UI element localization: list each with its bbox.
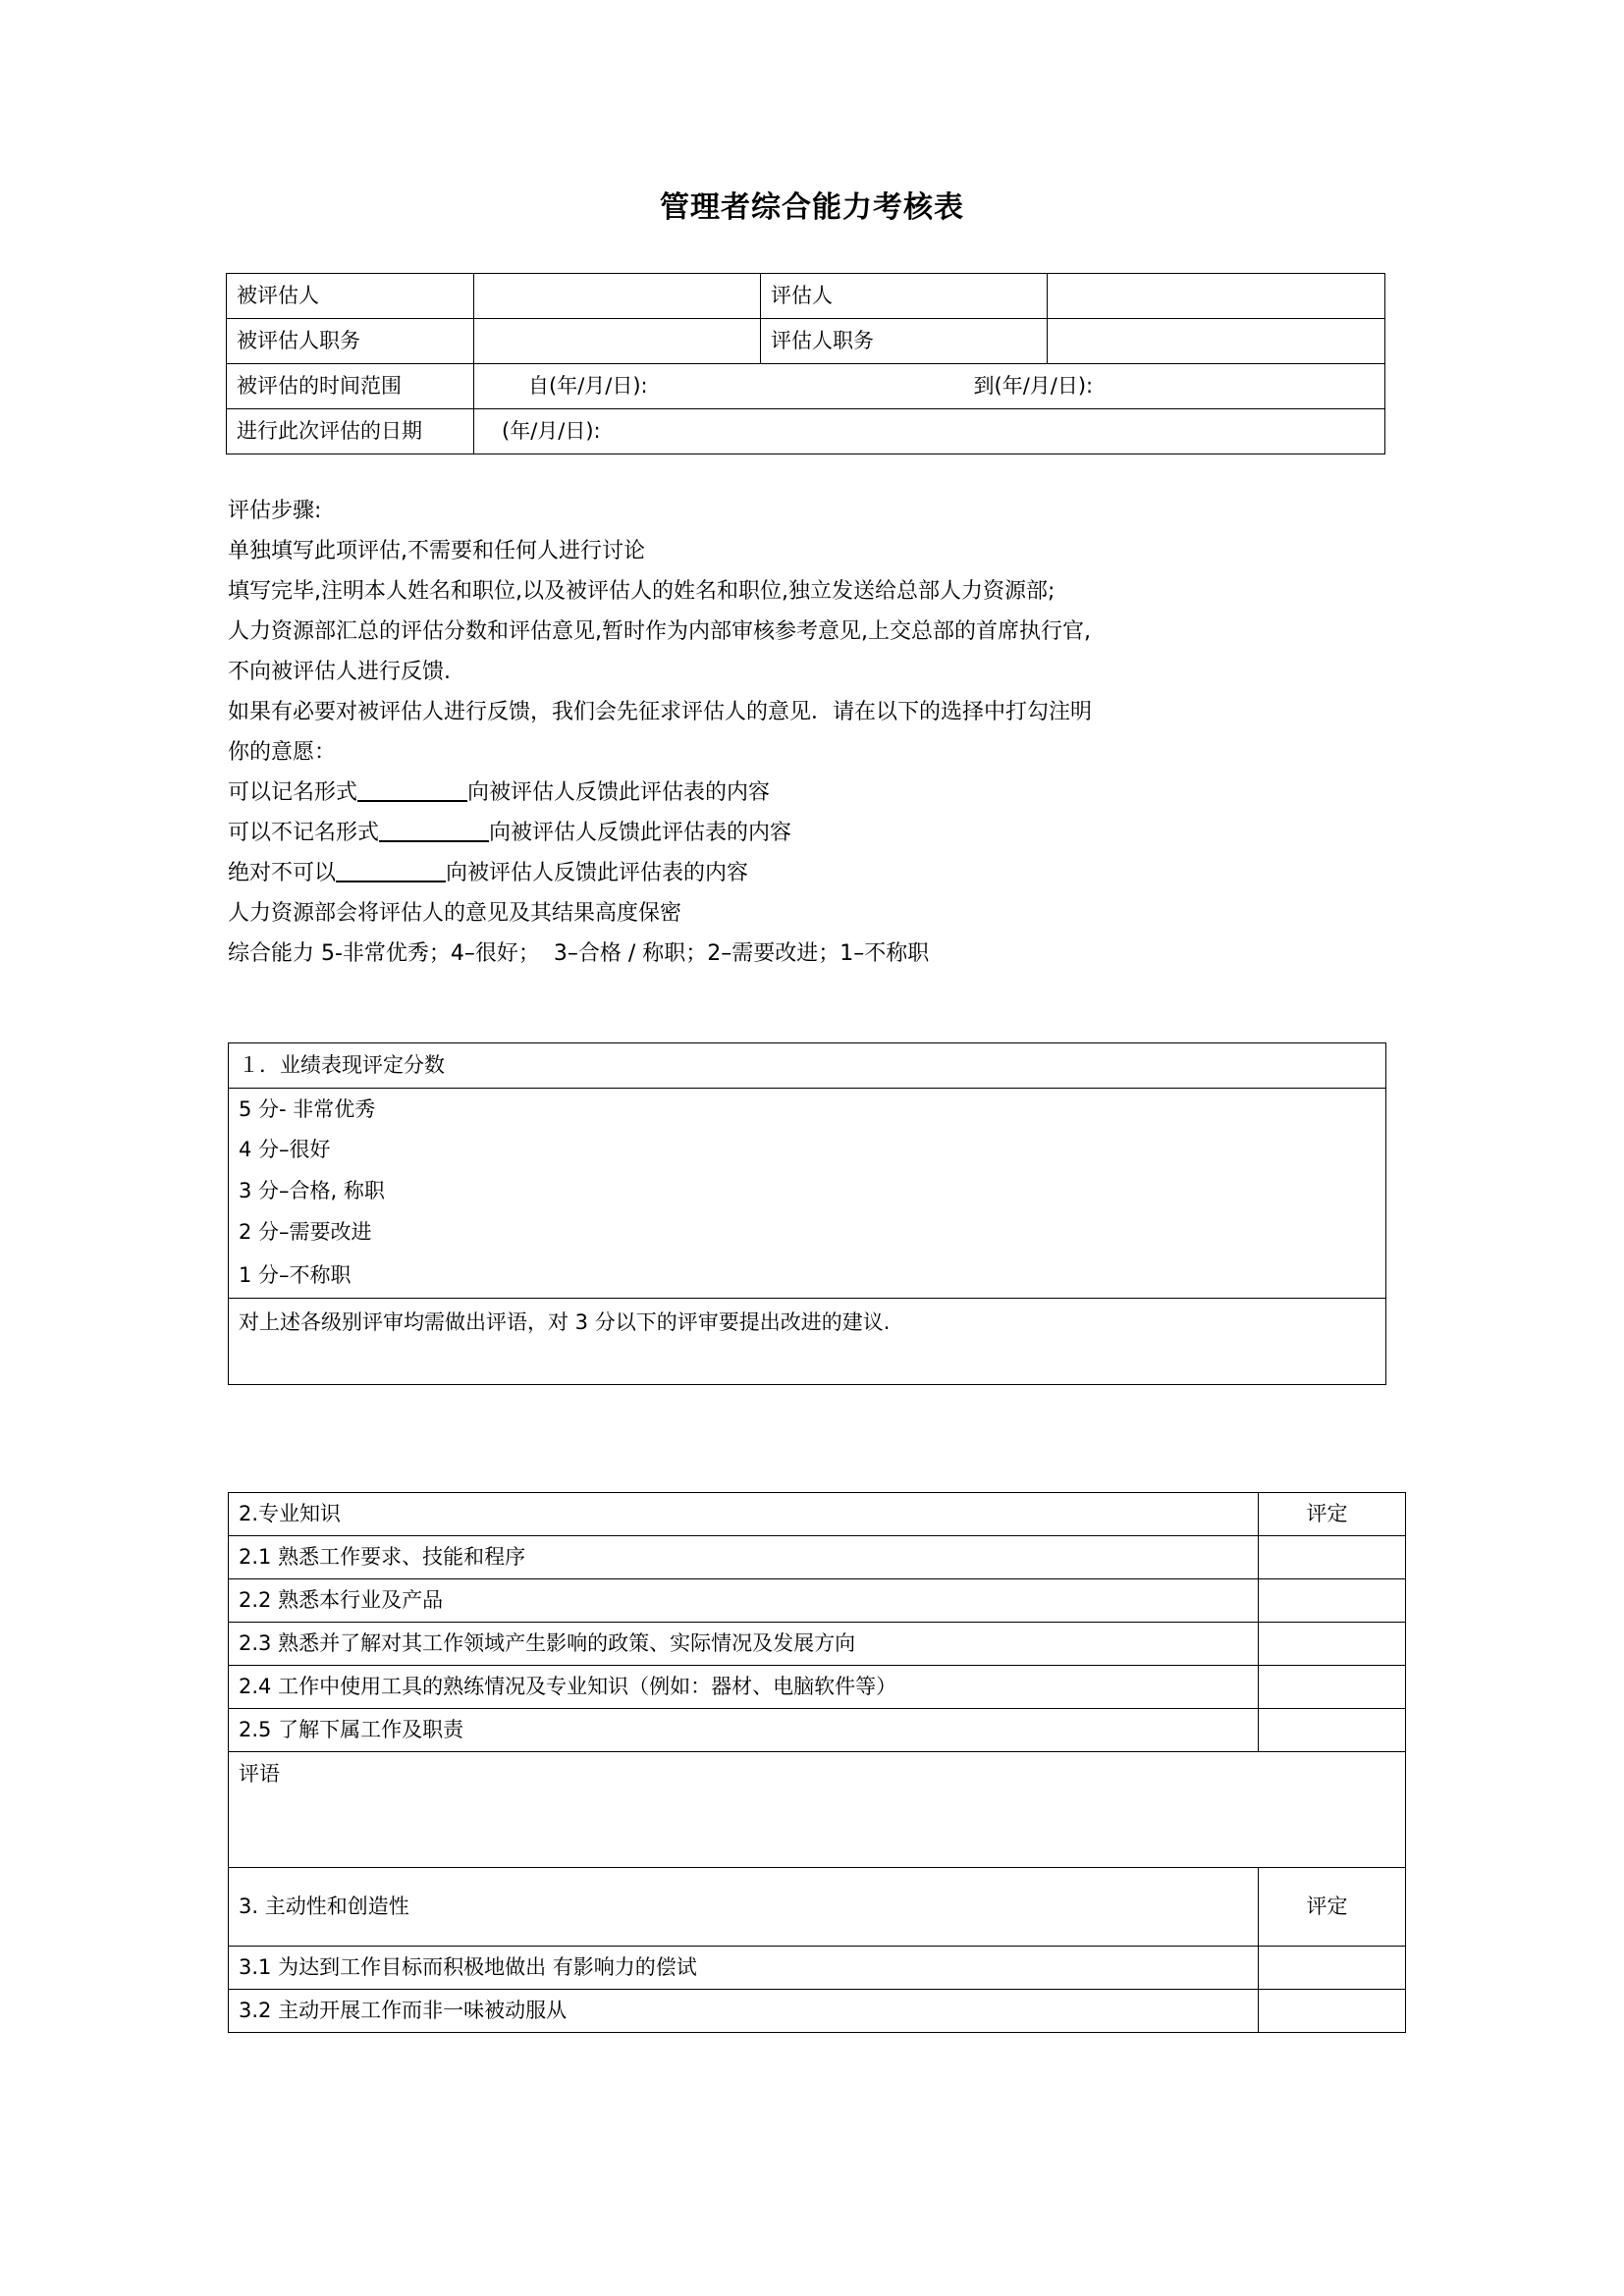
section3-rating-header: 评定 [1259, 1868, 1406, 1947]
feedback-choice-never[interactable] [228, 853, 1435, 893]
table-row [227, 319, 1385, 364]
section2-rating-2-3[interactable] [1259, 1623, 1406, 1666]
table-row [229, 1043, 1386, 1089]
section2-rating-header: 评定 [1259, 1493, 1406, 1536]
feedback-choice-anonymous-blank[interactable] [379, 840, 489, 842]
label-subject-name: 被评估人 [227, 274, 474, 319]
field-evaluator-name[interactable] [1048, 274, 1385, 319]
section2-rating-2-5[interactable] [1259, 1709, 1406, 1752]
evaluation-info-table [226, 273, 1385, 454]
section3-item-3-2: 3.2 主动开展工作而非一味被动服从 [229, 1990, 1259, 2033]
table-row [229, 1299, 1386, 1385]
feedback-choice-anonymous-prefix: 可以不记名形式 [228, 821, 380, 845]
feedback-choice-anonymous[interactable] [228, 813, 1435, 853]
steps-heading: 评估步骤: [228, 499, 322, 523]
table-row [229, 1795, 1406, 1868]
field-evaluation-period[interactable] [474, 364, 1385, 409]
steps-line-6: 你的意愿： [228, 740, 337, 765]
table-row [227, 409, 1385, 454]
table-row [229, 1130, 1386, 1171]
section1-level-3: 3 分–合格, 称职 [229, 1171, 1386, 1212]
section1-header: １．业绩表现评定分数 [229, 1043, 1386, 1089]
feedback-choice-named-suffix: 向被评估人反馈此评估表的内容 [467, 780, 771, 805]
steps-line-1: 单独填写此项评估,不需要和任何人进行讨论 [228, 539, 645, 563]
confidentiality-note: 人力资源部会将评估人的意见及其结果高度保密 [228, 901, 682, 926]
table-row [229, 1579, 1406, 1623]
feedback-choice-never-blank[interactable] [336, 881, 446, 882]
feedback-choice-never-suffix: 向被评估人反馈此评估表的内容 [446, 861, 749, 885]
section2-comment-field[interactable] [229, 1795, 1406, 1868]
field-evaluation-date[interactable] [474, 409, 1385, 454]
table-row [227, 274, 1385, 319]
section1-level-2: 2 分–需要改进 [229, 1212, 1386, 1254]
label-subject-position: 被评估人职务 [227, 319, 474, 364]
rating-scale-legend: 综合能力 5-非常优秀；4–很好； 3–合格 / 称职；2–需要改进；1–不称职 [228, 941, 930, 966]
label-evaluator-name: 评估人 [761, 274, 1048, 319]
field-evaluator-position[interactable] [1048, 319, 1385, 364]
evaluation-date-label: (年/月/日): [502, 419, 601, 444]
table-row [229, 1709, 1406, 1752]
section1-level-4: 4 分–很好 [229, 1130, 1386, 1171]
section1-level-5: 5 分- 非常优秀 [229, 1089, 1386, 1130]
section2-item-2-3: 2.3 熟悉并了解对其工作领域产生影响的政策、实际情况及发展方向 [229, 1623, 1259, 1666]
section2-rating-2-1[interactable] [1259, 1536, 1406, 1579]
steps-line-5: 如果有必要对被评估人进行反馈，我们会先征求评估人的意见．请在以下的选择中打勾注明 [228, 700, 1093, 724]
section3-rating-3-2[interactable] [1259, 1990, 1406, 2033]
page-title: 管理者综合能力考核表 [660, 190, 964, 225]
section3-item-3-1: 3.1 为达到工作目标而积极地做出 有影响力的偿试 [229, 1947, 1259, 1990]
table-row [229, 1947, 1406, 1990]
feedback-choice-named[interactable] [228, 773, 1435, 813]
section2-item-2-5: 2.5 了解下属工作及职责 [229, 1709, 1259, 1752]
field-subject-name[interactable] [474, 274, 761, 319]
table-row [229, 1493, 1406, 1536]
label-evaluation-period: 被评估的时间范围 [227, 364, 474, 409]
table-row [227, 364, 1385, 409]
table-row [229, 1089, 1386, 1130]
section2-rating-2-4[interactable] [1259, 1666, 1406, 1709]
section1-note: 对上述各级别评审均需做出评语，对 3 分以下的评审要提出改进的建议. [229, 1299, 1386, 1385]
period-to-label: 到(年/月/日): [973, 374, 1094, 399]
section2-item-2-1: 2.1 熟悉工作要求、技能和程序 [229, 1536, 1259, 1579]
table-row [229, 1868, 1406, 1947]
feedback-choice-never-prefix: 绝对不可以 [228, 861, 337, 885]
table-row [229, 1171, 1386, 1212]
table-row [229, 1990, 1406, 2033]
table-row [229, 1623, 1406, 1666]
table-row [229, 1212, 1386, 1254]
section2-rating-2-2[interactable] [1259, 1579, 1406, 1623]
section2-item-2-4: 2.4 工作中使用工具的熟练情况及专业知识（例如：器材、电脑软件等） [229, 1666, 1259, 1709]
section2-header: 2.专业知识 [229, 1493, 1259, 1536]
feedback-choice-anonymous-suffix: 向被评估人反馈此评估表的内容 [489, 821, 792, 845]
section2-comment-label: 评语 [229, 1752, 1406, 1795]
section1-level-1: 1 分–不称职 [229, 1254, 1386, 1299]
section1-performance-table [228, 1042, 1386, 1385]
steps-line-3: 人力资源部汇总的评估分数和评估意见,暂时作为内部审核参考意见,上交总部的首席执行官, [228, 619, 1091, 644]
evaluation-steps-block [228, 491, 1435, 974]
steps-line-2: 填写完毕,注明本人姓名和职位,以及被评估人的姓名和职位,独立发送给总部人力资源部; [228, 579, 1056, 604]
section2-item-2-2: 2.2 熟悉本行业及产品 [229, 1579, 1259, 1623]
label-evaluator-position: 评估人职务 [761, 319, 1048, 364]
section2-knowledge-table [228, 1492, 1406, 2033]
steps-line-4: 不向被评估人进行反馈. [228, 660, 451, 684]
feedback-choice-named-prefix: 可以记名形式 [228, 780, 358, 805]
section3-rating-3-1[interactable] [1259, 1947, 1406, 1990]
table-row [229, 1752, 1406, 1795]
label-evaluation-date: 进行此次评估的日期 [227, 409, 474, 454]
table-row [229, 1254, 1386, 1299]
field-subject-position[interactable] [474, 319, 761, 364]
table-row [229, 1536, 1406, 1579]
feedback-choice-named-blank[interactable] [357, 800, 467, 802]
section3-header: 3. 主动性和创造性 [229, 1868, 1259, 1947]
table-row [229, 1666, 1406, 1709]
period-from-label: 自(年/月/日): [528, 374, 648, 399]
